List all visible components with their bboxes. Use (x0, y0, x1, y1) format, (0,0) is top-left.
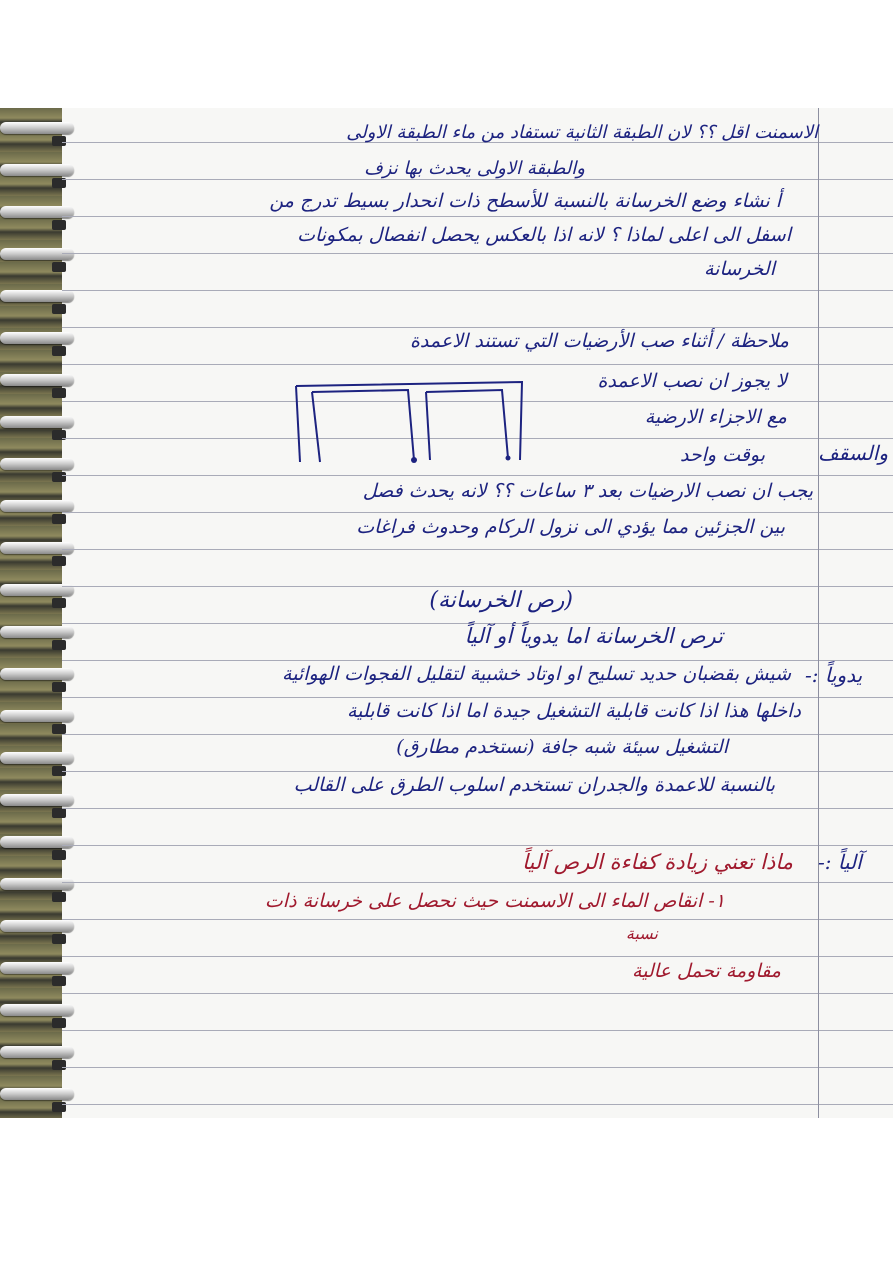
punch-hole (52, 640, 66, 650)
note-line-11: بين الجزئين مما يؤدي الى نزول الركام وحدوث فراغات (356, 516, 785, 538)
ruled-line (62, 512, 893, 513)
ruled-line (62, 216, 893, 217)
punch-hole (52, 388, 66, 398)
ruled-line (62, 364, 893, 365)
ruled-line (62, 697, 893, 698)
section-heading: (رص الخرسانة) (429, 588, 573, 613)
note-line-19: ١- انقاص الماء الى الاسمنت حيث نحصل على خرسانة ذات (264, 890, 725, 912)
ruled-line (62, 808, 893, 809)
spiral-ring (0, 1004, 74, 1016)
note-line-17: بالنسبة للاعمدة والجدران تستخدم اسلوب الطرق على القالب (293, 774, 775, 796)
ruled-line (62, 993, 893, 994)
note-line-3: أ نشاء وضع الخرسانة بالنسبة للأسطح ذات انحدار بسيط تدرج من (269, 190, 781, 212)
spiral-ring (0, 374, 74, 386)
spiral-ring (0, 794, 74, 806)
spiral-ring (0, 542, 74, 554)
ruled-line (62, 919, 893, 920)
punch-hole (52, 304, 66, 314)
punch-hole (52, 850, 66, 860)
punch-hole (52, 346, 66, 356)
ruled-line (62, 586, 893, 587)
note-line-9: بوقت واحد (679, 444, 765, 466)
margin-word-yadawi: يدوياً :- (805, 663, 863, 687)
note-line-15: داخلها هذا اذا كانت قابلية التشغيل جيدة اما اذا كانت قابلية (346, 700, 801, 722)
spiral-ring (0, 1046, 74, 1058)
punch-hole (52, 724, 66, 734)
column-floor-sketch (290, 378, 530, 468)
punch-hole (52, 1060, 66, 1070)
ruled-line (62, 1030, 893, 1031)
ruled-line (62, 290, 893, 291)
note-line-5: الخرسانة (704, 258, 775, 280)
note-line-16: التشغيل سيئة شبه جافة (نستخدم مطارق) (396, 736, 728, 758)
margin-word-saqf: والسقف (818, 441, 888, 465)
spiral-ring (0, 500, 74, 512)
punch-hole (52, 934, 66, 944)
note-line-8: مع الاجزاء الارضية (644, 406, 787, 428)
punch-hole (52, 976, 66, 986)
spiral-ring (0, 248, 74, 260)
ruled-line (62, 253, 893, 254)
note-line-13: ترص الخرسانة اما يدوياً أو آلياً (464, 624, 723, 648)
ruled-line (62, 734, 893, 735)
ruled-line (62, 771, 893, 772)
spiral-ring (0, 878, 74, 890)
notebook-page (0, 108, 893, 1118)
spiral-ring (0, 122, 74, 134)
note-line-21: مقاومة تحمل عالية (632, 960, 781, 982)
ruled-line (62, 179, 893, 180)
ruled-line (62, 956, 893, 957)
note-line-6: ملاحظة / أثناء صب الأرضيات التي تستند الاعمدة (409, 330, 789, 352)
spiral-ring (0, 752, 74, 764)
punch-hole (52, 262, 66, 272)
note-line-20: نسبة (625, 924, 658, 943)
punch-hole (52, 220, 66, 230)
spiral-ring (0, 416, 74, 428)
ruled-line (62, 660, 893, 661)
note-line-10: يجب ان نصب الارضيات بعد ٣ ساعات ؟؟ لانه يحدث فصل (362, 480, 813, 502)
note-line-14: شيش بقضبان حديد تسليح او اوتاد خشبية لتقليل الفجوات الهوائية (282, 663, 791, 685)
spiral-ring (0, 710, 74, 722)
ruled-line (62, 327, 893, 328)
punch-hole (52, 1018, 66, 1028)
note-line-1: الاسمنت اقل ؟؟ لان الطبقة الثانية تستفاد من ماء الطبقة الاولى (346, 122, 818, 143)
spiral-ring (0, 458, 74, 470)
punch-hole (52, 472, 66, 482)
margin-line (818, 108, 819, 1118)
note-line-4: اسفل الى اعلى لماذا ؟ لانه اذا بالعكس يحصل انفصال بمكونات (297, 224, 791, 246)
spiral-ring (0, 668, 74, 680)
punch-hole (52, 514, 66, 524)
punch-hole (52, 556, 66, 566)
ruled-line (62, 1104, 893, 1105)
spiral-ring (0, 164, 74, 176)
spiral-ring (0, 920, 74, 932)
spiral-ring (0, 290, 74, 302)
ruled-line (62, 845, 893, 846)
margin-word-aliyan: آلياً :- (818, 850, 862, 874)
punch-hole (52, 808, 66, 818)
note-line-7: لا يجوز ان نصب الاعمدة (597, 370, 787, 392)
punch-hole (52, 682, 66, 692)
spiral-ring (0, 962, 74, 974)
spiral-ring (0, 836, 74, 848)
spiral-ring (0, 626, 74, 638)
punch-hole (52, 892, 66, 902)
ruled-line (62, 475, 893, 476)
ruled-line (62, 1067, 893, 1068)
punch-hole (52, 136, 66, 146)
spiral-ring (0, 332, 74, 344)
note-line-2: والطبقة الاولى يحدث بها نزف (364, 158, 585, 179)
punch-hole (52, 598, 66, 608)
ruled-line (62, 882, 893, 883)
ruled-line (62, 549, 893, 550)
spiral-ring (0, 1088, 74, 1100)
note-line-18: ماذا تعني زيادة كفاءة الرص آلياً (522, 850, 793, 874)
